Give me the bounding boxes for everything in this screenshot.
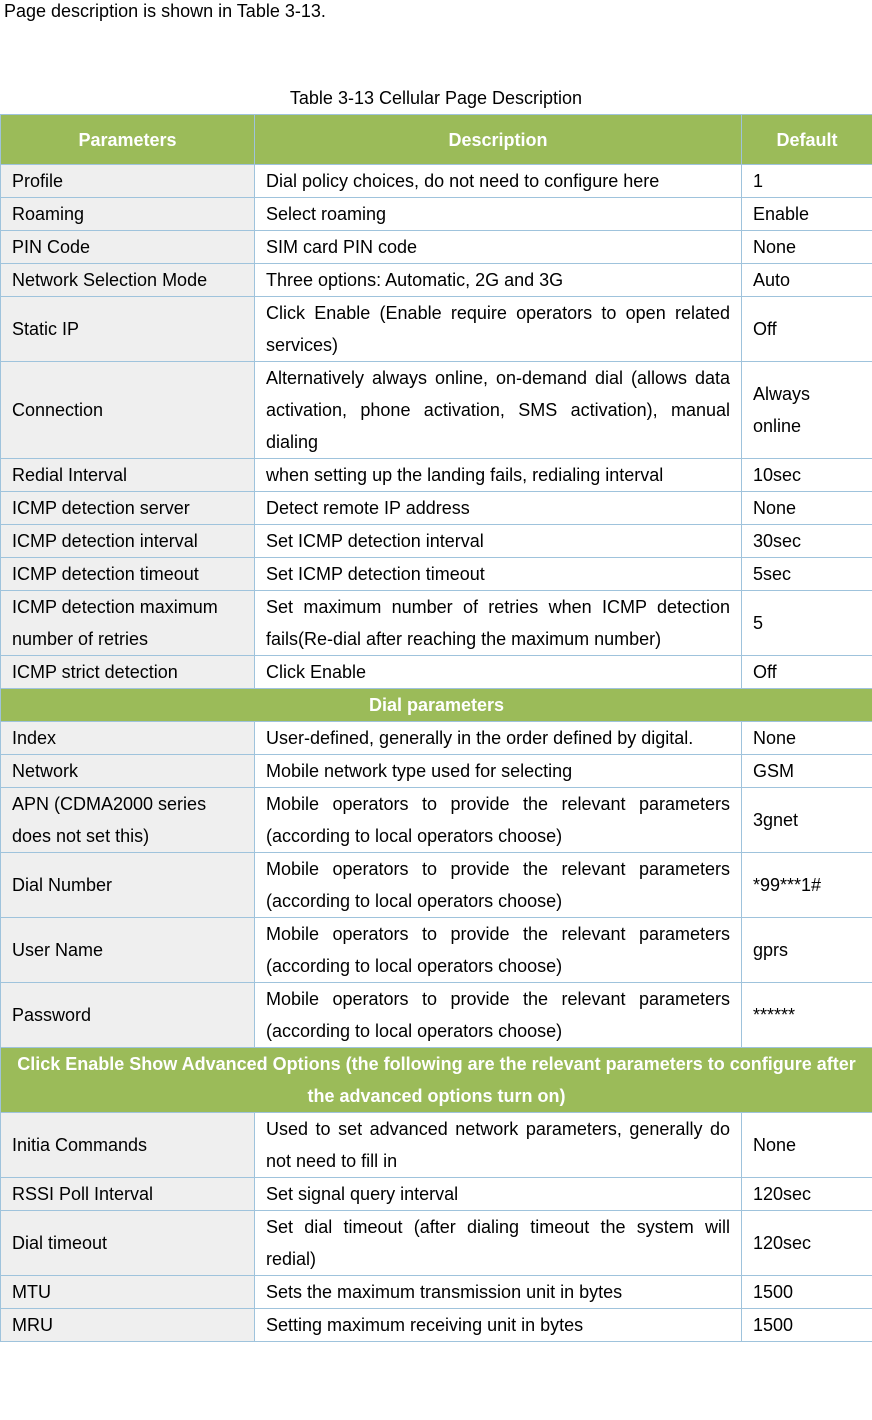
description-cell: when setting up the landing fails, redialing interval	[255, 459, 742, 492]
default-cell: 10sec	[742, 459, 872, 492]
description-cell: Mobile operators to provide the relevant parameters (according to local operators choose)	[255, 853, 742, 918]
description-cell: Used to set advanced network parameters, generally do not need to fill in	[255, 1113, 742, 1178]
default-cell: Always online	[742, 362, 872, 459]
parameter-cell: Network	[1, 755, 255, 788]
table-row	[1, 656, 872, 689]
description-cell: User-defined, generally in the order defined by digital.	[255, 722, 742, 755]
header-description: Description	[255, 115, 742, 165]
parameter-cell: Index	[1, 722, 255, 755]
default-cell: gprs	[742, 918, 872, 983]
table-row	[1, 755, 872, 788]
description-cell: Mobile operators to provide the relevant parameters (according to local operators choose)	[255, 788, 742, 853]
default-cell: *99***1#	[742, 853, 872, 918]
table-row	[1, 558, 872, 591]
table-row	[1, 722, 872, 755]
table-row	[1, 165, 872, 198]
parameter-cell: Dial timeout	[1, 1211, 255, 1276]
parameter-cell: ICMP detection interval	[1, 525, 255, 558]
default-cell: 120sec	[742, 1211, 872, 1276]
section-title: Click Enable Show Advanced Options (the following are the relevant parameters to configure after the advanced options turn on)	[1, 1048, 872, 1113]
parameter-cell: Profile	[1, 165, 255, 198]
table-row	[1, 918, 872, 983]
default-cell: 5	[742, 591, 872, 656]
table-row	[1, 492, 872, 525]
cellular-page-description-table	[0, 114, 872, 1342]
default-cell: GSM	[742, 755, 872, 788]
default-cell: 1500	[742, 1276, 872, 1309]
parameter-cell: Network Selection Mode	[1, 264, 255, 297]
table-row	[1, 1113, 872, 1178]
default-cell: Enable	[742, 198, 872, 231]
table-row	[1, 264, 872, 297]
table-row	[1, 525, 872, 558]
description-cell: Set maximum number of retries when ICMP detection fails(Re-dial after reaching the maximum number)	[255, 591, 742, 656]
parameter-cell: Initia Commands	[1, 1113, 255, 1178]
table-row	[1, 1309, 872, 1342]
table-row	[1, 362, 872, 459]
section-header-row	[1, 689, 872, 722]
parameter-cell: PIN Code	[1, 231, 255, 264]
description-cell: Sets the maximum transmission unit in bytes	[255, 1276, 742, 1309]
default-cell: 30sec	[742, 525, 872, 558]
description-cell: Mobile operators to provide the relevant parameters (according to local operators choose)	[255, 983, 742, 1048]
parameter-cell: MRU	[1, 1309, 255, 1342]
header-parameters: Parameters	[1, 115, 255, 165]
table-header-row	[1, 115, 872, 165]
default-cell: None	[742, 231, 872, 264]
default-cell: None	[742, 1113, 872, 1178]
description-cell: Set ICMP detection timeout	[255, 558, 742, 591]
table-row	[1, 1178, 872, 1211]
parameter-cell: ICMP detection server	[1, 492, 255, 525]
parameter-cell: Roaming	[1, 198, 255, 231]
parameter-cell: Dial Number	[1, 853, 255, 918]
description-cell: Three options: Automatic, 2G and 3G	[255, 264, 742, 297]
table-row	[1, 459, 872, 492]
table-row	[1, 591, 872, 656]
default-cell: 3gnet	[742, 788, 872, 853]
description-cell: Mobile operators to provide the relevant parameters (according to local operators choose)	[255, 918, 742, 983]
table-row	[1, 788, 872, 853]
default-cell: None	[742, 492, 872, 525]
parameter-cell: ICMP detection maximum number of retries	[1, 591, 255, 656]
table-row	[1, 983, 872, 1048]
parameter-cell: User Name	[1, 918, 255, 983]
description-cell: Detect remote IP address	[255, 492, 742, 525]
table-row	[1, 853, 872, 918]
description-cell: Mobile network type used for selecting	[255, 755, 742, 788]
description-cell: Click Enable (Enable require operators to open related services)	[255, 297, 742, 362]
default-cell: 120sec	[742, 1178, 872, 1211]
parameter-cell: Static IP	[1, 297, 255, 362]
parameter-cell: ICMP strict detection	[1, 656, 255, 689]
table-row	[1, 1276, 872, 1309]
parameter-cell: MTU	[1, 1276, 255, 1309]
default-cell: None	[742, 722, 872, 755]
table-row	[1, 1211, 872, 1276]
table-row	[1, 231, 872, 264]
description-cell: Set ICMP detection interval	[255, 525, 742, 558]
default-cell: 5sec	[742, 558, 872, 591]
description-cell: SIM card PIN code	[255, 231, 742, 264]
intro-text: Page description is shown in Table 3-13.	[4, 1, 326, 21]
table-caption: Table 3-13 Cellular Page Description	[289, 88, 583, 108]
default-cell: Off	[742, 297, 872, 362]
description-cell: Select roaming	[255, 198, 742, 231]
description-cell: Set signal query interval	[255, 1178, 742, 1211]
header-default: Default	[742, 115, 872, 165]
parameter-cell: APN (CDMA2000 series does not set this)	[1, 788, 255, 853]
description-cell: Dial policy choices, do not need to configure here	[255, 165, 742, 198]
description-cell: Click Enable	[255, 656, 742, 689]
parameter-cell: RSSI Poll Interval	[1, 1178, 255, 1211]
table-row	[1, 297, 872, 362]
description-cell: Setting maximum receiving unit in bytes	[255, 1309, 742, 1342]
section-title: Dial parameters	[1, 689, 872, 722]
default-cell: Auto	[742, 264, 872, 297]
default-cell: 1500	[742, 1309, 872, 1342]
parameter-cell: Connection	[1, 362, 255, 459]
description-cell: Set dial timeout (after dialing timeout the system will redial)	[255, 1211, 742, 1276]
default-cell: ******	[742, 983, 872, 1048]
parameter-cell: ICMP detection timeout	[1, 558, 255, 591]
parameter-cell: Redial Interval	[1, 459, 255, 492]
default-cell: Off	[742, 656, 872, 689]
table-row	[1, 198, 872, 231]
description-cell: Alternatively always online, on-demand dial (allows data activation, phone activation, SMS activation), manual dialing	[255, 362, 742, 459]
section-header-row	[1, 1048, 872, 1113]
parameter-cell: Password	[1, 983, 255, 1048]
default-cell: 1	[742, 165, 872, 198]
